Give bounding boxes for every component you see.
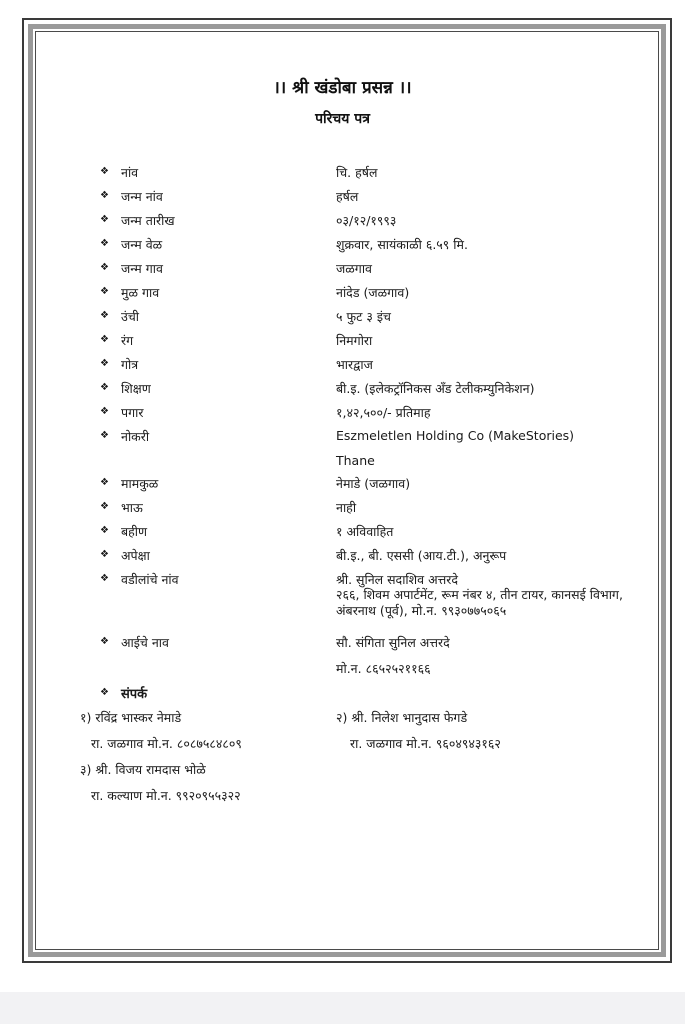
field-label: जन्म नांव — [121, 189, 163, 204]
bullet-icon: ❖ — [100, 501, 109, 512]
field-label: जन्म वेळ — [121, 237, 163, 252]
field-value: शुक्रवार, सायंकाळी ६.५९ मि. — [336, 237, 468, 252]
field-label: मुळ गाव — [121, 285, 160, 300]
field-value: ०३/१२/१९९३ — [336, 213, 397, 228]
field-value: जळगाव — [336, 261, 373, 276]
field-label: पगार — [121, 405, 144, 420]
contact-1-name: १) रविंद्र भास्कर नेमाडे — [80, 710, 182, 725]
contact-3-name: ३) श्री. विजय रामदास भोळे — [80, 762, 206, 777]
bullet-icon: ❖ — [100, 358, 109, 369]
bullet-icon: ❖ — [100, 549, 109, 560]
bullet-icon: ❖ — [100, 477, 109, 488]
field-value: ५ फुट ३ इंच — [336, 309, 391, 324]
bullet-icon: ❖ — [100, 334, 109, 345]
field-label: जन्म गाव — [121, 261, 163, 276]
field-label: भाऊ — [121, 500, 143, 515]
document-title: ।। श्री खंडोबा प्रसन्न ।। — [273, 78, 412, 98]
field-label: बहीण — [121, 524, 148, 539]
field-value-continued: २६६, शिवम अपार्टमेंट, रूम नंबर ४, तीन टायर, कानसई विभाग, अंबरनाथ (पूर्व), मो.न. ९९३०७७५०६५ — [336, 587, 623, 618]
bullet-icon: ❖ — [100, 636, 109, 647]
field-value: नाही — [336, 500, 357, 515]
viewer-bottom-bar — [0, 992, 685, 1024]
field-value: चि. हर्षल — [336, 165, 378, 180]
bullet-icon: ❖ — [100, 573, 109, 584]
bullet-icon: ❖ — [100, 406, 109, 417]
document-subtitle: परिचय पत्र — [315, 111, 370, 127]
field-label: नोकरी — [121, 429, 150, 444]
field-value: १ अविवाहित — [336, 524, 394, 539]
field-label: वडीलांचे नांव — [121, 572, 179, 587]
bullet-icon: ❖ — [100, 190, 109, 201]
contact-2-name: २) श्री. निलेश भानुदास फेगडे — [336, 710, 468, 725]
field-value: नांदेड (जळगाव) — [336, 285, 410, 300]
contact-heading: संपर्क — [121, 687, 148, 702]
bullet-icon: ❖ — [100, 238, 109, 249]
field-value: बी.इ. (इलेकट्रॉनिकस अँड टेलीकम्युनिकेशन) — [336, 381, 535, 396]
contact-2-detail: रा. जळगाव मो.न. ९६०४९४३१६२ — [350, 736, 501, 751]
field-value: Eszmeletlen Holding Co (MakeStories) — [336, 428, 575, 443]
bullet-icon: ❖ — [100, 166, 109, 177]
contact-3-detail: रा. कल्याण मो.न. ९९२०९५५३२२ — [91, 788, 241, 803]
contact-1-detail: रा. जळगाव मो.न. ८०८७५८४८०९ — [91, 736, 242, 751]
field-value-continued: Thane — [336, 453, 375, 468]
bullet-icon: ❖ — [100, 286, 109, 297]
bullet-icon: ❖ — [100, 687, 109, 698]
field-value: बी.इ., बी. एससी (आय.टी.), अनुरूप — [336, 548, 507, 563]
field-label: मामकुळ — [121, 476, 159, 491]
bullet-icon: ❖ — [100, 214, 109, 225]
field-label: आईचे नाव — [121, 635, 169, 650]
bullet-icon: ❖ — [100, 262, 109, 273]
field-label: नांव — [121, 165, 139, 180]
field-label: रंग — [121, 333, 134, 348]
field-value: १,४२,५००/- प्रतिमाह — [336, 405, 431, 420]
field-value: निमगोरा — [336, 333, 373, 348]
field-label: शिक्षण — [121, 381, 151, 396]
bullet-icon: ❖ — [100, 430, 109, 441]
field-value: नेमाडे (जळगाव) — [336, 476, 411, 491]
field-value: सौ. संगिता सुनिल अत्तरदे — [336, 635, 450, 650]
bullet-icon: ❖ — [100, 382, 109, 393]
field-label: उंची — [121, 309, 140, 324]
field-value: श्री. सुनिल सदाशिव अत्तरदे — [336, 572, 459, 587]
field-value-continued: मो.न. ८६५२५२११६६ — [336, 661, 431, 676]
field-label: गोत्र — [121, 357, 139, 372]
field-label: अपेक्षा — [121, 548, 150, 563]
bullet-icon: ❖ — [100, 525, 109, 536]
field-label: जन्म तारीख — [121, 213, 175, 228]
bullet-icon: ❖ — [100, 310, 109, 321]
field-value: हर्षल — [336, 189, 359, 204]
field-value: भारद्वाज — [336, 357, 373, 372]
